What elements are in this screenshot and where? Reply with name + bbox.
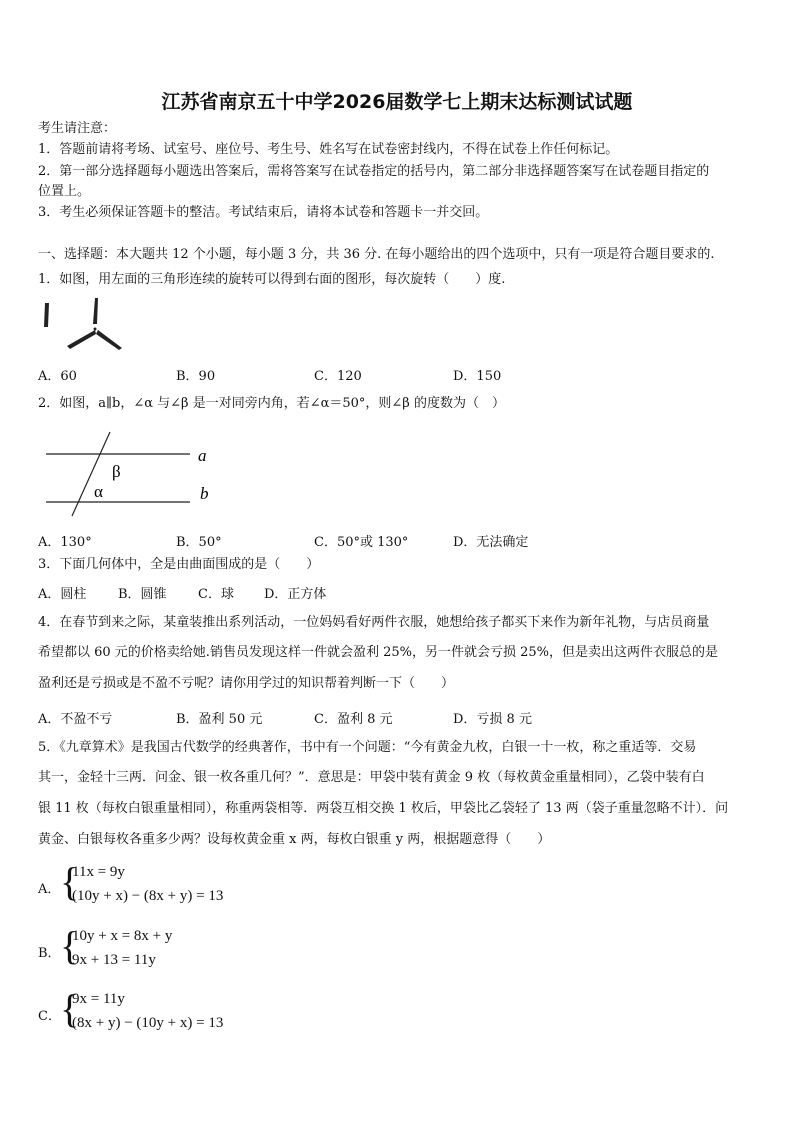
q2-text: 2．如图，a∥b，∠α 与∠β 是一对同旁内角，若∠α＝50°，则∠β 的度数为（ ） — [38, 396, 505, 411]
notice-item-1: 1．答题前请将考场、试室号、座位号、考生号、姓名写在试卷密封线内，不得在试卷上作任何标记。 — [38, 142, 619, 157]
q5-option-a-eq1: 11x = 9y — [72, 864, 125, 880]
q2-transversal — [72, 432, 110, 516]
q5-line-3: 银 11 枚（每枚白银重量相同），称重两袋相等．两袋互相交换 1 枚后，甲袋比乙袋轻了 13 两（袋子重量忽略不计）．问 — [38, 801, 729, 816]
notice-item-2-cont: 位置上。 — [38, 184, 91, 199]
q2-option-d: D．无法确定 — [453, 535, 529, 550]
q4-line-2: 希望都以 60 元的价格卖给她.销售员发现这样一件就会盈利 25%，另一件就会亏损 25%，但是卖出这两件衣服总的是 — [38, 645, 718, 660]
page-title: 江苏省南京五十中学2026届数学七上期末达标测试试题 — [161, 91, 633, 113]
q2-label-a: a — [198, 446, 207, 465]
q4-option-d: D．亏损 8 元 — [453, 712, 532, 727]
section-heading: 一、选择题：本大题共 12 个小题，每小题 3 分，共 36 分. 在每小题给出的四个选项中，只有一项是符合题目要求的. — [38, 247, 715, 262]
q5-option-b-eq1: 10y + x = 8x + y — [72, 928, 173, 944]
q5-line-2: 其一，金轻十三两．问金、银一枚各重几何？”．意思是：甲袋中装有黄金 9 枚（每枚黄金重量相同），乙袋中装有白 — [38, 770, 705, 785]
q5-option-a-label: A． — [38, 882, 61, 897]
q1-option-d: D．150 — [453, 369, 502, 384]
q4-option-c: C．盈利 8 元 — [314, 712, 393, 727]
notice-item-3: 3．考生必须保证答题卡的整洁。考试结束后，请将本试卷和答题卡一并交回。 — [38, 205, 489, 220]
notice-heading: 考生请注意： — [38, 121, 117, 136]
q3-option-a: A．圆柱 — [38, 587, 87, 602]
q2-label-b: b — [200, 484, 209, 503]
q1-option-b: B．90 — [176, 369, 216, 384]
q5-option-b-brace: { — [60, 923, 80, 968]
q2-option-b: B．50° — [176, 535, 222, 550]
q1-rotated-triangle-top — [93, 298, 98, 324]
q3-option-b: B．圆锥 — [118, 587, 167, 602]
q5-option-a-eq2: (10y + x) − (8x + y) = 13 — [72, 888, 224, 904]
q2-option-c: C．50°或 130° — [314, 535, 409, 550]
q5-line-1: 5．《九章算术》是我国古代数学的经典著作，书中有一个问题：“今有黄金九枚，白银一十一枚，称之重适等．交易 — [38, 740, 697, 755]
q1-single-triangle — [44, 303, 49, 327]
q1-rotated-triangle-left — [67, 330, 96, 349]
q1-text: 1．如图，用左面的三角形连续的旋转可以得到右面的图形，每次旋转（ ）度. — [38, 272, 506, 287]
notice-item-2: 2．第一部分选择题每小题选出答案后，需将答案写在试卷指定的括号内，第二部分非选择题答案写在试卷题目指定的 — [38, 164, 710, 179]
q5-option-c-brace: { — [60, 986, 80, 1031]
q5-option-c-label: C． — [38, 1009, 61, 1024]
q5-option-c-eq1: 9x = 11y — [72, 991, 125, 1007]
q3-option-c: C．球 — [198, 587, 234, 602]
q2-figure — [38, 430, 218, 520]
q4-line-3: 盈利还是亏损或是不盈不亏呢？请你用学过的知识帮着判断一下（ ） — [38, 676, 455, 691]
q5-line-4: 黄金、白银每枚各重多少两？设每枚黄金重 x 两，每枚白银重 y 两，根据题意得（ ） — [38, 832, 551, 847]
q1-option-a: A．60 — [38, 369, 77, 384]
q2-label-beta: β — [112, 462, 121, 481]
q5-option-a-brace: { — [60, 859, 80, 904]
q1-option-c: C．120 — [314, 369, 362, 384]
q5-option-b-label: B． — [38, 946, 61, 961]
q5-option-b-eq2: 9x + 13 = 11y — [72, 952, 156, 968]
q3-option-d: D．正方体 — [264, 587, 327, 602]
q4-option-a: A．不盈不亏 — [38, 712, 113, 727]
q4-line-1: 4．在春节到来之际，某童装推出系列活动，一位妈妈看好两件衣服，她想给孩子都买下来作为新年礼物，与店员商量 — [38, 615, 710, 630]
q1-rotated-triangle-right — [96, 330, 122, 350]
q3-text: 3．下面几何体中，全是由曲面围成的是（ ） — [38, 557, 320, 572]
q2-option-a: A．130° — [38, 535, 92, 550]
q1-figure — [38, 296, 128, 352]
q2-label-alpha: α — [94, 482, 103, 501]
q5-option-c-eq2: (8x + y) − (10y + x) = 13 — [72, 1015, 224, 1031]
q1-center-dot — [94, 328, 97, 331]
q4-option-b: B．盈利 50 元 — [176, 712, 263, 727]
